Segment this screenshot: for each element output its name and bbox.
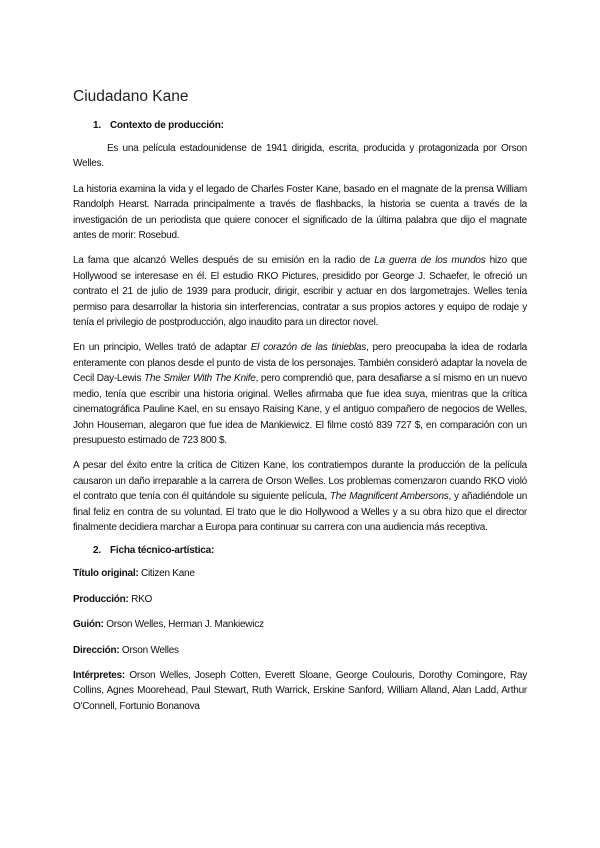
document-page — [73, 88, 527, 724]
section-title: Ficha técnico-artística: — [110, 545, 215, 557]
field-value: Orson Welles, Joseph Cotten, Everett Sloane, George Coulouris, Dorothy Comingore, Ray Collins, Agnes Moorehead, Paul Stewart, Ruth Warrick, Erskine Sanford, William Alland, Alan Ladd, Arthur O'Connell, Fortunio Bonanova — [73, 669, 527, 712]
italic-title: The Smiler With The Knife — [144, 373, 256, 385]
field-label: Dirección: — [73, 644, 120, 656]
section-number: 2. — [93, 545, 101, 557]
text: hizo que Hollywood se interesase en él. El estudio RKO Pictures, presidido por George J. Schaefer, le ofreció un contrato el 21 de julio de 1939 para producir, dirigir, escribir y actuar en dos largometrajes. Welles tenía permiso para desarrollar la historia sin interferencias, contratar a sus propios actores y equipo de rodaje y tenía el privilegio de postproducción, algo inaudito para un director novel. — [73, 255, 528, 329]
ficha-titulo — [73, 566, 527, 581]
italic-title: La guerra de los mundos — [374, 255, 486, 267]
section-title: Contexto de producción: — [110, 120, 224, 131]
field-label: Producción: — [73, 593, 129, 605]
text: , pero comprendió que, para desafiarse a sí mismo en un nuevo medio, tenía que escribir una historia original. Welles afirmaba que fue idea suya, mientras que la crítica cinematográfica Pauline Kael, en su ensayo Raising Kane, y el antiguo compañero de negocios de Welles, John Houseman, alegaron que fue idea de Mankiewicz. El filme costó 839 727 $, en comparación con un presupuesto estimado de 723 800 $. — [73, 373, 527, 446]
text: , y añadiéndole un final feliz en contra de su voluntad. El trato que le dio Hollywood a Welles y a su obra hizo que el director finalmente decidiera marchar a Europa para continuar su carrera con una audiencia más receptiva. — [73, 491, 527, 533]
text: En un principio, Welles trató de adaptar — [73, 342, 251, 354]
ficha-produccion — [73, 592, 527, 607]
field-value: Orson Welles, Herman J. Mankiewicz — [103, 619, 264, 631]
field-value: Orson Welles — [119, 644, 179, 656]
document-title: Ciudadano Kane — [73, 88, 189, 105]
section-heading-contexto — [93, 120, 527, 131]
ficha-direccion — [73, 643, 527, 658]
field-value: Citizen Kane — [138, 568, 195, 580]
text: La fama que alcanzó Welles después de su emisión en la radio de — [73, 255, 375, 267]
paragraph-exito — [73, 458, 527, 535]
field-label: Guión: — [73, 619, 104, 631]
section-number: 1. — [93, 120, 101, 131]
field-label: Título original: — [73, 568, 139, 580]
italic-title: The Magnificent Ambersons — [329, 491, 449, 503]
italic-title: El corazón de las tinieblas — [250, 342, 366, 354]
paragraph-historia: La historia examina la vida y el legado de Charles Foster Kane, basado en el magnate de la prensa William Randolph Hearst. Narrada principalmente a través de flashbacks, la historia se cuenta a través de la investigación de un periodista que quiere conocer el significado de la última palabra que dijo el magnate antes de morir: Rosebud. — [73, 183, 527, 242]
ficha-interpretes — [73, 668, 527, 714]
paragraph-fama — [73, 253, 527, 330]
field-label: Intérpretes: — [73, 669, 126, 681]
text: A pesar del éxito entre la crítica de Citizen Kane, los contratiempos durante la producción de la película causaron un daño irreparable a la carrera de Orson Welles. Los problemas comenzaron cuando RKO violó el contrato que tenía con él quitándole su siguiente película, — [73, 460, 527, 503]
ficha-guion — [73, 617, 527, 632]
paragraph-principio — [73, 340, 527, 448]
paragraph-intro: Es una película estadounidense de 1941 dirigida, escrita, producida y protagonizada por Orson Welles. — [73, 143, 527, 170]
field-value: RKO — [128, 593, 153, 605]
section-heading-ficha — [93, 545, 527, 556]
text: , pero preocupaba la idea de rodarla enteramente con planos desde el punto de vista de los personajes. También consideró adaptar la novela de Cecil Day-Lewis — [73, 342, 527, 385]
